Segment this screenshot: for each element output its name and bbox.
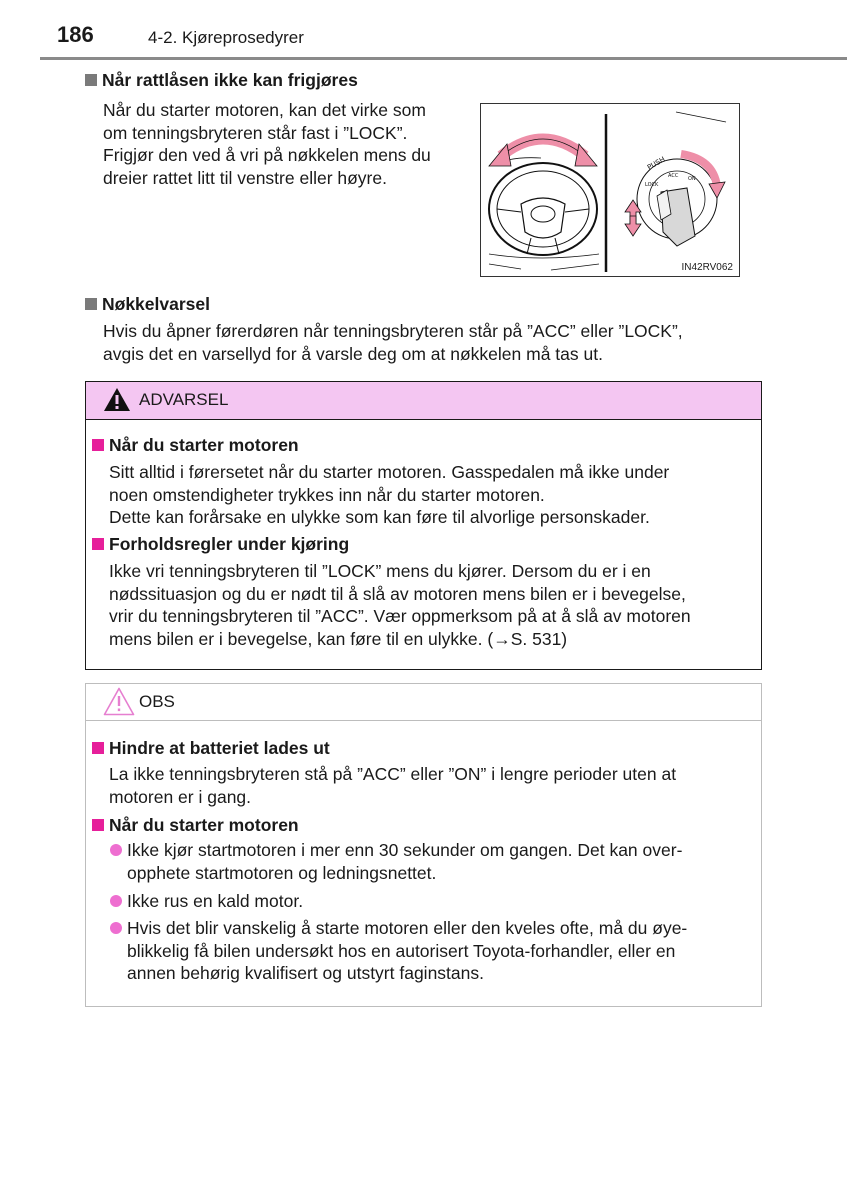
text-line: mens bilen er i bevegelse, kan føre til en ulykke. (→S. 531) xyxy=(109,628,568,649)
text-line: Sitt alltid i førersetet når du starter motoren. Gasspedalen må ikke under xyxy=(109,462,670,482)
bullet-dot-icon xyxy=(110,922,122,934)
steering-wheel-and-key-drawing xyxy=(481,104,739,276)
push-label: PUSH xyxy=(646,155,667,172)
bullet-dot-icon xyxy=(110,895,122,907)
page-number: 186 xyxy=(57,22,94,47)
pink-square-icon xyxy=(92,819,104,831)
text-line: motoren er i gang. xyxy=(109,786,252,807)
text-line: Ikke rus en kald motor. xyxy=(127,891,304,911)
section-rattlas-title: Når rattlåsen ikke kan frigjøres xyxy=(102,70,358,90)
text-line: Ikke vri tenningsbryteren til ”LOCK” mens du kjører. Dersom du er i en xyxy=(109,561,651,581)
notice-header xyxy=(86,684,761,721)
section-rattlas-heading xyxy=(85,70,358,91)
notice-item-title: Når du starter motoren xyxy=(109,815,299,835)
caution-triangle-icon xyxy=(103,687,135,716)
gray-square-icon xyxy=(85,298,97,310)
warning-item-text xyxy=(109,560,747,650)
notice-item-title: Hindre at batteriet lades ut xyxy=(109,738,330,758)
text-line: dreier rattet litt til venstre eller høyre. xyxy=(103,167,387,188)
pink-square-icon xyxy=(92,742,104,754)
pink-square-icon xyxy=(92,439,104,451)
acc-label: ACC xyxy=(668,173,679,179)
notice-item-heading xyxy=(92,738,330,759)
notice-item-heading xyxy=(92,815,299,836)
text-line: Hvis det blir vanskelig å starte motoren eller den kveles ofte, må du øye- xyxy=(127,918,688,938)
text-line: blikkelig få bilen undersøkt hos en autorisert Toyota-forhandler, eller en xyxy=(127,940,676,961)
section-rattlas-text xyxy=(103,99,458,189)
text-line: La ikke tenningsbryteren stå på ”ACC” eller ”ON” i lengre perioder uten at xyxy=(109,764,677,784)
text-line: om tenningsbryteren står fast i ”LOCK”. xyxy=(103,122,408,143)
text-line: Hvis du åpner førerdøren når tenningsbryteren står på ”ACC” eller ”LOCK”, xyxy=(103,321,683,341)
warning-title: ADVARSEL xyxy=(139,390,229,409)
notice-title: OBS xyxy=(139,692,175,711)
steering-lock-illustration xyxy=(480,103,740,277)
text-line: vrir du tenningsbryteren til ”ACC”. Vær oppmerksom på at å slå av motoren xyxy=(109,606,691,626)
notice-bullet-text xyxy=(127,917,752,985)
section-nokkelvarsel-heading xyxy=(85,294,210,315)
warning-item-heading xyxy=(92,435,299,456)
text-line: Dette kan forårsake en ulykke som kan føre til alvorlige personskader. xyxy=(109,507,650,527)
text-line: annen behørig kvalifisert og utstyrt faginstans. xyxy=(127,963,484,983)
header-divider xyxy=(40,57,847,60)
warning-triangle-icon xyxy=(103,387,131,412)
warning-box xyxy=(85,381,762,670)
figure-code: IN42RV062 xyxy=(681,262,733,273)
notice-item-text xyxy=(109,763,747,808)
text-line: avgis det en varsellyd for å varsle deg om at nøkkelen må tas ut. xyxy=(103,343,603,364)
text-line: nødssituasjon og du er nødt til å slå av motoren mens bilen er i bevegelse, xyxy=(109,583,686,604)
text-line: Ikke kjør startmotoren i mer enn 30 sekunder om gangen. Det kan over- xyxy=(127,840,683,860)
notice-bullet-text xyxy=(127,839,752,884)
notice-bullet-text xyxy=(127,890,752,913)
warning-item-text xyxy=(109,461,747,529)
lock-label: LOCK xyxy=(645,182,659,188)
bullet-dot-icon xyxy=(110,844,122,856)
warning-item-heading xyxy=(92,534,349,555)
text-line: Når du starter motoren, kan det virke som xyxy=(103,100,426,120)
text-line: noen omstendigheter trykkes inn når du starter motoren. xyxy=(109,484,545,505)
section-nokkelvarsel-title: Nøkkelvarsel xyxy=(102,294,210,314)
notice-box xyxy=(85,683,762,1007)
warning-header xyxy=(86,382,761,420)
pink-square-icon xyxy=(92,538,104,550)
chapter-title: 4-2. Kjøreprosedyrer xyxy=(148,28,304,47)
warning-item-title: Forholdsregler under kjøring xyxy=(109,534,350,554)
gray-square-icon xyxy=(85,74,97,86)
text-line: opphete startmotoren og ledningsnettet. xyxy=(127,862,437,883)
section-nokkelvarsel-text xyxy=(103,320,760,365)
on-label: ON xyxy=(688,176,696,182)
text-line: Frigjør den ved å vri på nøkkelen mens du xyxy=(103,145,431,165)
warning-item-title: Når du starter motoren xyxy=(109,435,299,455)
